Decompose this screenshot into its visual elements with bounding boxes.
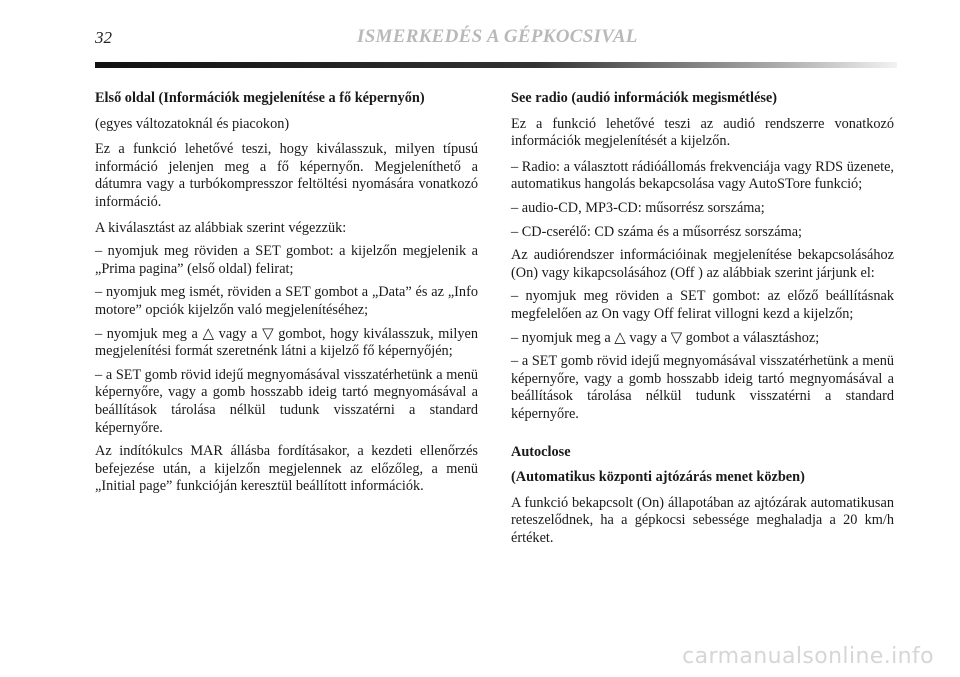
page-header	[95, 26, 895, 56]
right-column	[511, 90, 894, 555]
list-item: – nyomjuk meg röviden a SET gombot: a kijelzőn megjelenik a „Prima pagina” (első oldal) felirat;	[95, 243, 478, 277]
see-radio-heading: See radio (audió információk megismétlése)	[511, 90, 778, 106]
list-item: – nyomjuk meg ismét, röviden a SET gombot a „Data” és az „Info motore” opciók kijelzőn való megjelenítéséhez;	[95, 284, 478, 318]
autoclose-heading: Autoclose	[511, 443, 571, 460]
list-item: – audio-CD, MP3-CD: műsorrész sorszáma;	[511, 199, 765, 216]
triangle-up-icon: △	[202, 323, 215, 342]
list-item: – nyomjuk meg a △ vagy a ▽ gombot, hogy kiválasszuk, milyen megjelenítési formát szeretnénk látni a kijelző fő képernyőjén;	[95, 323, 478, 360]
triangle-down-icon: ▽	[670, 327, 683, 346]
paragraph: Ez a funkció lehetővé teszi, hogy kiválasszuk, milyen típusú információ jelenjen meg a fő képernyőn. Megjeleníthető a dátumra vagy a turbókompresszor feltöltési nyomására vonatkozó információ.	[95, 141, 478, 210]
list-item: – CD-cserélő: CD száma és a műsorrész sorszáma;	[511, 223, 803, 240]
paragraph: Az audiórendszer információinak megjelenítése bekapcsolásához (On) vagy kikapcsolásához (Off ) az alábbiak szerint járjunk el:	[511, 247, 894, 281]
list-item: – Radio: a választott rádióállomás frekvenciája vagy RDS üzenete, automatikus hangolás bekapcsolása vagy AutoSTore funkció;	[511, 158, 894, 193]
page-number: 32	[95, 28, 112, 47]
triangle-up-icon: △	[614, 327, 626, 346]
watermark: carmanualsonline.info	[682, 644, 934, 669]
list-item: – nyomjuk meg a △ vagy a ▽ gombot a választáshoz;	[511, 327, 820, 346]
list-item: – a SET gomb rövid idejű megnyomásával visszatérhetünk a menü képernyőre, vagy a gomb hosszabb ideig tartó megnyomásával a beállítások tárolása nélkül tudunk visszatérni a standard képernyőre.	[95, 366, 478, 436]
paragraph: A kiválasztást az alábbiak szerint végezzük:	[95, 219, 347, 236]
first-page-heading: Első oldal (Információk megjelenítése a fő képernyőn)	[95, 90, 425, 106]
triangle-down-icon: ▽	[262, 323, 274, 342]
paragraph: Ez a funkció lehetővé teszi az audió rendszerre vonatkozó információk megjelenítését a kijelzőn.	[511, 115, 894, 150]
list-item: – a SET gomb rövid idejű megnyomásával visszatérhetünk a menü képernyőre, vagy a gomb hosszabb ideig tartó megnyomásával a beállítások tárolása nélkül tudunk visszatérni a standard képernyőre.	[511, 353, 894, 422]
paragraph: A funkció bekapcsolt (On) állapotában az ajtózárak automatikusan reteszelődnek, ha a gépkocsi sebessége meghaladja a 20 km/h értéket.	[511, 494, 894, 546]
first-page-subheading: (egyes változatoknál és piacokon)	[95, 115, 290, 132]
section-title: ISMERKEDÉS A GÉPKOCSIVAL	[357, 26, 638, 47]
header-rule	[95, 62, 897, 68]
list-item: – nyomjuk meg röviden a SET gombot: az előző beállításnak megfelelően az On vagy Off felirat villogni kezd a kijelzőn;	[511, 288, 894, 322]
left-column	[95, 90, 478, 504]
autoclose-subheading: (Automatikus központi ajtózárás menet közben)	[511, 469, 805, 486]
paragraph: Az indítókulcs MAR állásba fordításakor, a kezdeti ellenőrzés befejezése után, a kijelzőn megjelennek az előzőleg, a menü „Initial page” funkcióján keresztül beállított információk.	[95, 443, 478, 495]
